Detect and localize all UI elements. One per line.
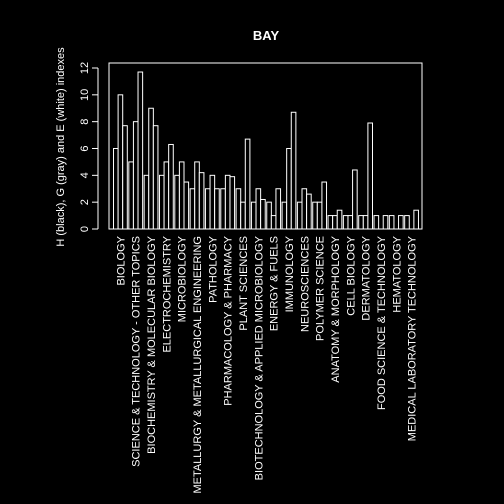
bar-g xyxy=(333,216,338,229)
bar-e xyxy=(399,216,404,229)
chart-title: BAY xyxy=(252,28,280,43)
x-tick-label: POLYMER SCIENCE xyxy=(314,236,327,341)
bar-e xyxy=(261,199,266,229)
bar-h xyxy=(221,189,226,229)
bar-g xyxy=(179,162,184,229)
bar-h xyxy=(236,189,241,229)
bar-h xyxy=(129,162,134,229)
y-tick-label: 0 xyxy=(79,225,91,233)
y-tick-label: 4 xyxy=(79,172,91,179)
bar-e xyxy=(153,126,158,229)
bar-g xyxy=(225,175,230,229)
bar-g xyxy=(363,216,368,229)
bar-h xyxy=(175,175,180,229)
bar-g xyxy=(195,162,200,229)
x-tick-label: ANATOMY & MORPHOLOGY xyxy=(329,236,342,383)
bar-e xyxy=(184,182,189,229)
bar-g xyxy=(302,189,307,229)
y-tick-label: 6 xyxy=(79,145,91,152)
bar-e xyxy=(230,177,235,229)
x-tick-label: NEUROSCIENCES xyxy=(299,236,312,332)
bar-h xyxy=(343,216,348,229)
bar-e xyxy=(169,144,174,229)
bar-h xyxy=(205,189,210,229)
bar-g xyxy=(287,149,292,230)
bar-h xyxy=(297,202,302,229)
bar-g xyxy=(271,216,276,229)
y-tick-label: 10 xyxy=(79,88,91,101)
x-tick-label: PLANT SCIENCES xyxy=(238,236,250,331)
x-tick-label: MICROBIOLOGY xyxy=(176,236,189,323)
y-tick-label: 2 xyxy=(79,199,91,206)
bar-e xyxy=(337,210,342,229)
bar-g xyxy=(348,216,353,229)
y-tick-label: 8 xyxy=(79,118,91,125)
bar-e xyxy=(138,72,143,229)
x-tick-label: MEDICAL LABORATORY TECHNOLOGY xyxy=(406,236,419,442)
bar-h xyxy=(359,216,364,229)
bar-h xyxy=(328,216,333,229)
bar-h xyxy=(114,149,119,230)
bar-e xyxy=(353,170,358,229)
x-tick-label: CELL BIOLOGY xyxy=(345,236,358,316)
x-tick-label: IMMUNOLOGY xyxy=(283,236,296,313)
x-tick-label: METALLURGY & METALLURGICAL ENGINEERING xyxy=(192,236,205,494)
bar-h xyxy=(251,202,256,229)
x-tick-label: BIOLOGY xyxy=(115,236,128,286)
bar-e xyxy=(368,123,373,229)
bar-h xyxy=(374,216,379,229)
x-tick-label: FOOD SCIENCE & TECHNOLOGY xyxy=(375,236,388,410)
x-tick-label: SCIENCE & TECHNOLOGY - OTHER TOPICS xyxy=(130,236,143,467)
bar-g xyxy=(210,175,215,229)
x-tick-label: PATHOLOGY xyxy=(207,236,220,303)
x-tick-label: HEMATOLOGY xyxy=(391,236,404,313)
x-tick-label: BIOTECHNOLOGY & APPLIED MICROBIOLOGY xyxy=(253,236,266,481)
bar-e xyxy=(307,194,312,229)
bar-e xyxy=(215,189,220,229)
bar-g xyxy=(164,162,169,229)
bar-g xyxy=(256,189,261,229)
y-tick-label: 12 xyxy=(79,61,91,75)
bar-e xyxy=(383,216,388,229)
bar-h xyxy=(159,175,164,229)
bar-h xyxy=(190,189,195,229)
bar-h xyxy=(313,202,318,229)
y-axis-label: H (black), G (gray) and E (white) indexes xyxy=(55,47,67,247)
x-tick-label: BIOCHEMISTRY & MOLECULAR BIOLOGY xyxy=(146,236,159,454)
x-tick-label: ELECTROCHEMISTRY xyxy=(161,236,174,353)
bar-e xyxy=(322,182,327,229)
x-tick-label: ENERGY & FUELS xyxy=(268,236,281,332)
bar-h xyxy=(144,175,149,229)
bar-e xyxy=(414,210,419,229)
bar-e xyxy=(291,112,296,229)
bar-e xyxy=(199,173,204,229)
bar-e xyxy=(245,139,250,229)
bar-g xyxy=(149,108,154,229)
bar-h xyxy=(282,202,287,229)
bar-g xyxy=(118,95,123,229)
bar-g xyxy=(241,202,246,229)
x-tick-label: DERMATOLOGY xyxy=(360,236,373,321)
bar-h xyxy=(389,216,394,229)
bar-g xyxy=(317,202,322,229)
x-tick-label: PHARMACOLOGY & PHARMACY xyxy=(222,236,235,406)
bar-e xyxy=(276,189,281,229)
bar-h xyxy=(405,216,410,229)
bar-e xyxy=(123,126,128,229)
bar-h xyxy=(267,202,272,229)
bar-g xyxy=(133,122,138,229)
